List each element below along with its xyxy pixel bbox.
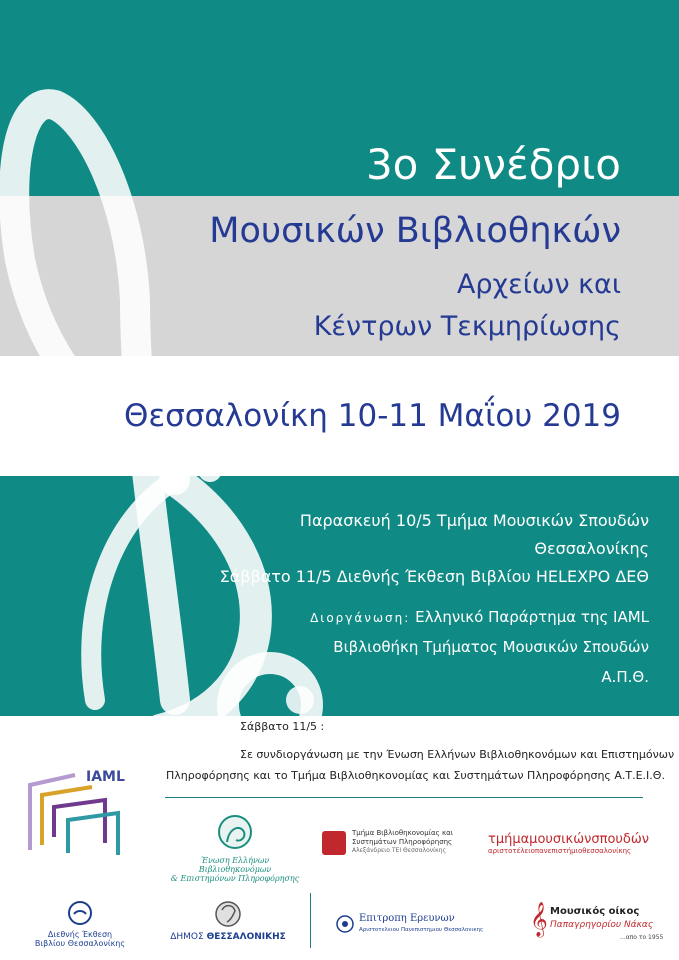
alexander-head-icon [213,900,243,928]
dimos-name-2: ΘΕΣΣΑΛΟΝΙΚΗΣ [206,932,286,942]
coorg-line-1: Σε συνδιοργάνωση με την Ένωση Ελλήνων Βιβλιοθηκονόμων και Επιστημόνων [240,748,675,761]
nakas-logo [530,902,664,947]
research-seal-icon [335,914,355,934]
teithe-name-1: Τμήμα Βιβλιοθηκονομίας και [352,829,454,837]
eebep-name-1: Ένωση Ελλήνων Βιβλιοθηκονόμων [198,856,272,874]
book-fair-logo [20,900,140,948]
coorg-line-2: Πληροφόρησης και το Τμήμα Βιβλιοθηκονομίας και Συστημάτων Πληροφόρησης Α.Τ.Ε.Ι.Θ. [166,769,665,782]
music-dept-university: αριστοτέλειοπανεπιστήμιοθεσσαλονίκης [488,847,632,855]
iaml-logo-text: IAML [86,769,125,785]
book-fair-name-2: Βιβλίου Θεσσαλονίκης [34,939,126,948]
nakas-name-1: Μουσικός οίκος [550,906,640,917]
sponsor-divider-vertical [310,893,311,948]
music-dept-name: τμήμαμουσικώνσπουδών [488,832,650,847]
organizer-1: Ελληνικό Παράρτημα της IAML [415,608,649,626]
title-line-3: Κέντρων Τεκμηρίωσης [313,311,621,342]
nakas-name-2: Παπαγρηγορίου Νάκας [550,920,654,930]
title-line-2: Αρχείων και [456,269,621,300]
teithe-logo [322,829,482,859]
dimos-name-1: ΔΗΜΟΣ [170,932,204,942]
dimos-name [168,932,288,942]
organizer-line-3: Α.Π.Θ. [601,668,649,686]
research-committee-logo [335,912,510,938]
teithe-name-2: Συστημάτων Πληροφόρησης [352,838,453,846]
edition-title: 3ο Συνέδριο [365,140,621,189]
teithe-name-3: Αλεξάνδρειο ΤΕΙ Θεσσαλονίκης [352,847,447,854]
research-name-1: Επιτροπη Ερευνων [359,913,455,924]
dimos-logo [168,900,288,942]
organizer-line-1 [310,608,649,626]
treble-clef-icon: 𝄞 [530,902,548,937]
sponsor-divider-horizontal [165,797,643,798]
owl-head-icon [216,812,254,852]
teithe-icon [322,831,346,855]
organizer-line-2: Βιβλιοθήκη Τμήματος Μουσικών Σπουδών [333,638,649,656]
day1-line-2: Θεσσαλονίκης [534,539,649,558]
research-name-2: Αριστοτελειου Πανεπιστημιου Θεσσαλονικης [359,927,484,933]
city-and-dates: Θεσσαλονίκη 10-11 Μαΐου 2019 [123,398,621,434]
coorg-heading: Σάββατο 11/5 : [240,720,325,733]
iaml-logo [20,765,140,860]
organizer-label: Διοργάνωση: [310,611,411,625]
day2-line: Σάββατο 11/5 Διεθνής Έκθεση Βιβλίου HELEXPO ΔΕΘ [219,567,649,586]
nakas-name-3: ...απο το 1955 [620,934,664,941]
eebep-logo [165,812,305,883]
book-fair-name-1: Διεθνής Έκθεση [47,930,113,939]
title-line-1: Μουσικών Βιβλιοθηκών [209,211,621,251]
eebep-name-2: & Επιστημόνων Πληροφόρησης [170,874,300,883]
music-dept-logo [488,832,649,855]
day1-line-1: Παρασκευή 10/5 Τμήμα Μουσικών Σπουδών [299,511,649,530]
book-fair-emblem-icon [67,900,93,926]
